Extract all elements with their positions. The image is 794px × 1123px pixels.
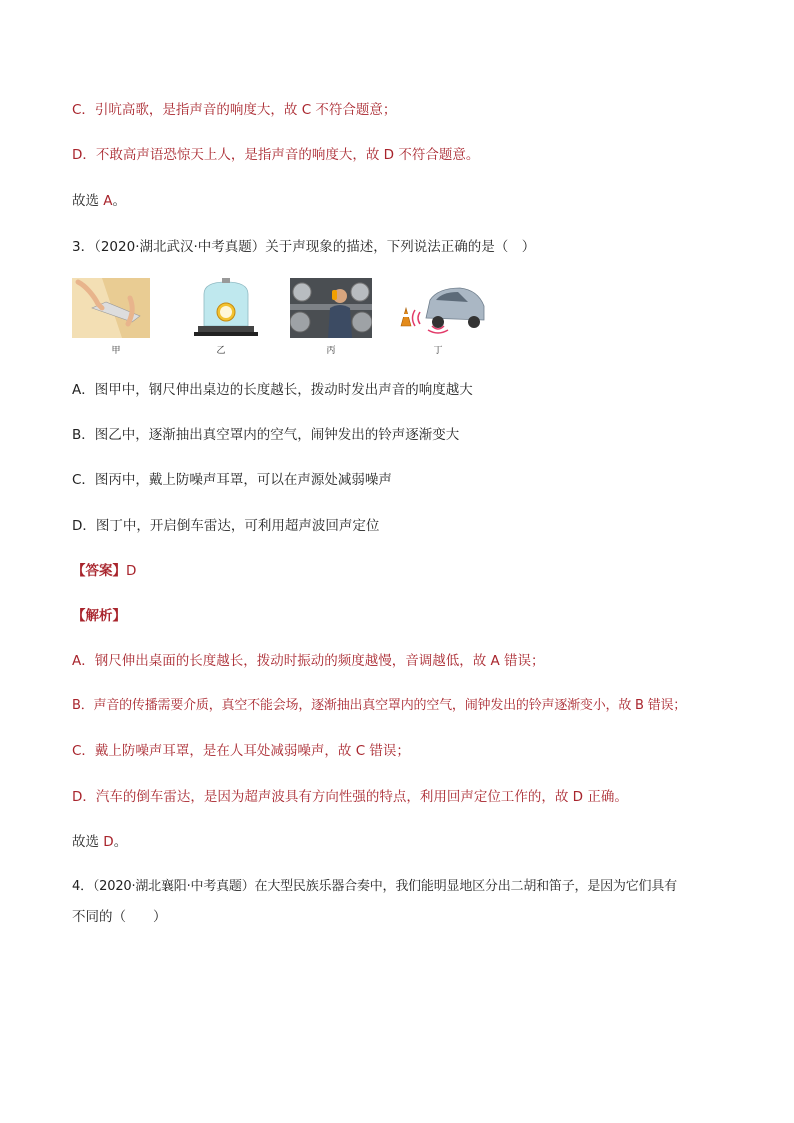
analysis-a: A．钢尺伸出桌面的长度越长，拨动时振动的频度越慢，音调越低，故 A 错误；: [72, 653, 545, 669]
analysis-label: 【解析】: [72, 608, 126, 624]
prev-choice: [72, 191, 126, 211]
analysis-d: D．汽车的倒车雷达，是因为超声波具有方向性强的特点，利用回声定位工作的，故 D 正确。: [72, 789, 628, 805]
analysis-b: B．声音的传播需要介质，真空不能会场，逐渐抽出真空罩内的空气，闹钟发出的铃声逐渐变小，故 B 错误；: [72, 698, 687, 713]
answer-line: [72, 561, 136, 581]
choice-suffix: 。: [113, 834, 128, 850]
figure-bing-earmuffs: [290, 278, 372, 338]
prev-option-c: C．引吭高歌，是指声音的响度大，故 C 不符合题意；: [72, 102, 397, 118]
question-3-stem: 3．（2020·湖北武汉·中考真题）关于声现象的描述，下列说法正确的是（ ）: [72, 239, 536, 255]
question-4-stem: 4．（2020·湖北襄阳·中考真题）在大型民族乐器合奏中，我们能明显地区分出二胡和笛子，是因为它们具有: [72, 879, 677, 894]
option-b: B．图乙中，逐渐抽出真空罩内的空气，闹钟发出的铃声逐渐变大: [72, 427, 460, 443]
choice-prefix: 故选: [72, 834, 104, 850]
figure-caption-jia: 甲: [111, 346, 121, 356]
analysis-c: C．戴上防噪声耳罩，是在人耳处减弱噪声，故 C 错误；: [72, 743, 410, 759]
figure-caption-bing: 丙: [326, 346, 336, 356]
figure-caption-ding: 丁: [433, 346, 443, 356]
question-4-stem-cont: 不同的（ ）: [72, 909, 167, 925]
option-d: D．图丁中，开启倒车雷达，可利用超声波回声定位: [72, 518, 380, 534]
option-a: A．图甲中，钢尺伸出桌边的长度越长，拨动时发出声音的响度越大: [72, 382, 473, 398]
figure-jia-ruler: [72, 278, 150, 338]
option-c: C．图丙中，戴上防噪声耳罩，可以在声源处减弱噪声: [72, 472, 392, 488]
prev-option-d: D．不敢高声语恐惊天上人，是指声音的响度大，故 D 不符合题意。: [72, 147, 480, 163]
answer-value: D: [126, 563, 137, 579]
figure-ding-reverse-radar: [398, 278, 486, 338]
q3-choice: [72, 832, 127, 852]
figure-caption-yi: 乙: [216, 346, 226, 356]
answer-label: 【答案】: [72, 563, 126, 579]
figure-yi-bell-jar: [192, 278, 260, 338]
choice-suffix: 。: [112, 193, 127, 209]
choice-letter: D: [103, 834, 114, 850]
choice-letter: A: [103, 193, 113, 209]
choice-prefix: 故选: [72, 193, 104, 209]
